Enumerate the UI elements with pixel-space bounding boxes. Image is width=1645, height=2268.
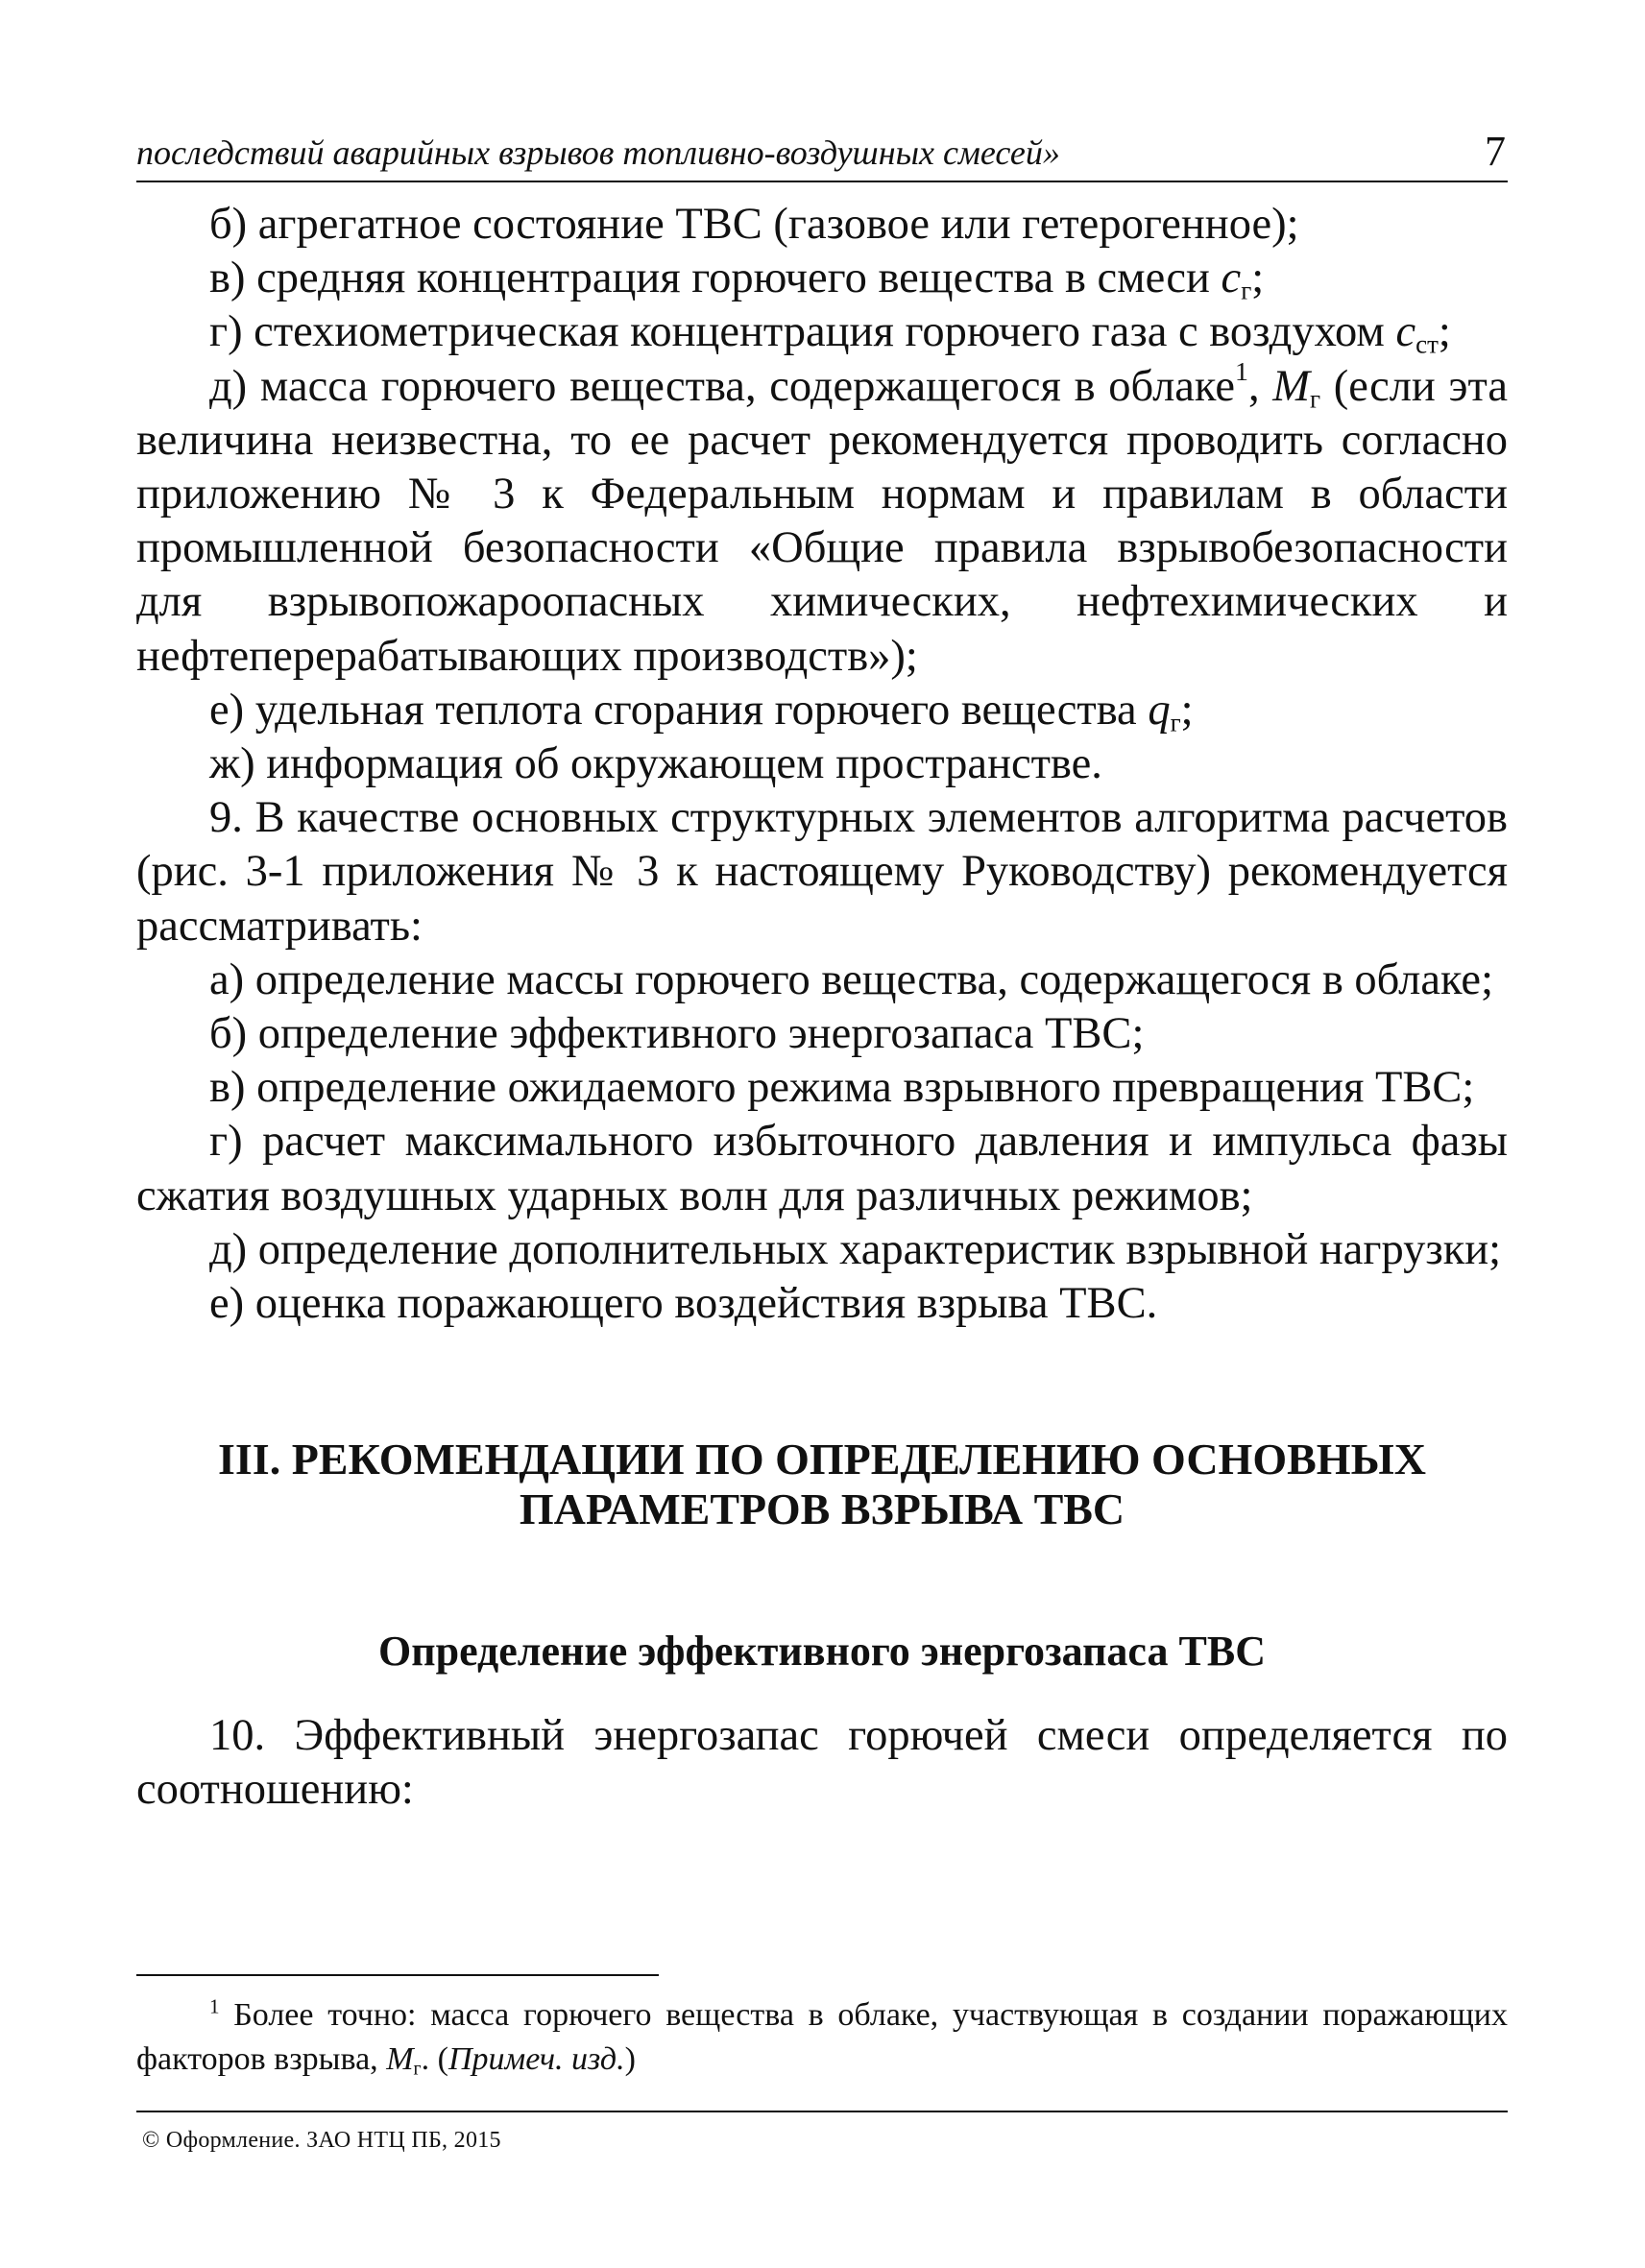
formula-symbol: c	[1395, 307, 1416, 357]
formula-subscript: г	[1310, 384, 1321, 414]
bottom-divider	[136, 2111, 1508, 2112]
list-item: б) определение эффективного энергозапаса ТВС;	[209, 1009, 1145, 1059]
list-item: е) оценка поражающего воздействия взрыва ТВС.	[209, 1279, 1158, 1329]
list-item: е) удельная теплота сгорания горючего вещества $q_г$;	[209, 685, 1194, 737]
paragraph-10: 10. Эффективный энергозапас горючей смеси определяется по соотношению:	[136, 1711, 1508, 1815]
list-item: в) средняя концентрация горючего вещества в смеси $c_г$;	[209, 253, 1265, 305]
footnote: $^1$ Более точно: масса горючего вещества в облаке, участвующая в создании поражающих факторов взрыва, $M_г$. (Примеч. изд.)	[136, 1994, 1508, 2080]
footnote-reference: 1	[1234, 356, 1248, 387]
formula-symbol: q	[1148, 685, 1171, 735]
formula-subscript: г	[1241, 276, 1252, 305]
page-number: 7	[1485, 128, 1506, 175]
footnote-note: Примеч. изд.	[448, 2041, 625, 2077]
list-item: в) определение ожидаемого режима взрывного превращения ТВС;	[209, 1063, 1475, 1113]
footnote-divider	[136, 1974, 659, 1976]
list-item: г) стехиометрическая концентрация горючего газа с воздухом $c_{ст}$;	[209, 307, 1451, 359]
list-item: г) расчет максимального избыточного давления и импульса фазы сжатия воздушных ударных волн для различных режимов;	[136, 1117, 1508, 1220]
list-item: б) агрегатное состояние ТВС (газовое или гетерогенное);	[209, 200, 1299, 249]
formula-subscript: г	[1170, 708, 1181, 737]
paragraph-9: 9. В качестве основных структурных элементов алгоритма расчетов (рис. 3-1 приложения № 3 к настоящему Руководству) рекомендуется рассматривать:	[136, 793, 1508, 951]
formula-symbol: M	[386, 2041, 414, 2077]
document-body	[136, 198, 1508, 1818]
section-heading: III. РЕКОМЕНДАЦИИ ПО ОПРЕДЕЛЕНИЮ ОСНОВНЫХ ПАРАМЕТРОВ ВЗРЫВА ТВС	[218, 1435, 1426, 1534]
running-header-title: последствий аварийных взрывов топливно-воздушных смесей»	[136, 133, 1060, 172]
formula-symbol: c	[1221, 253, 1242, 303]
list-item: а) определение массы горючего вещества, содержащегося в облаке;	[209, 954, 1493, 1004]
subsection-heading: Определение эффективного энергозапаса ТВС	[378, 1628, 1266, 1676]
list-item: д) масса горючего вещества, содержащегося в облаке$^1$, $M_г$ (если эта величина неизвестна, то ее расчет рекомендуется проводить согласно приложению № 3 к Федеральным нормам и правилам в области промышленной безопасности «Общие правила взрывобезопасности для взрывопожароопасных химических, нефтехимических и нефтеперерабатывающих производств»);	[136, 356, 1509, 681]
formula-subscript: г	[413, 2058, 422, 2080]
list-item: д) определение дополнительных характеристик взрывной нагрузки;	[209, 1224, 1502, 1274]
footnote-mark: 1	[209, 1994, 220, 2018]
formula-symbol: M	[1272, 361, 1311, 411]
list-item: ж) информация об окружающем пространстве.	[209, 739, 1102, 789]
formula-subscript: ст	[1415, 329, 1439, 359]
running-header	[136, 125, 1508, 182]
copyright-notice: © Оформление. ЗАО НТЦ ПБ, 2015	[142, 2128, 501, 2153]
